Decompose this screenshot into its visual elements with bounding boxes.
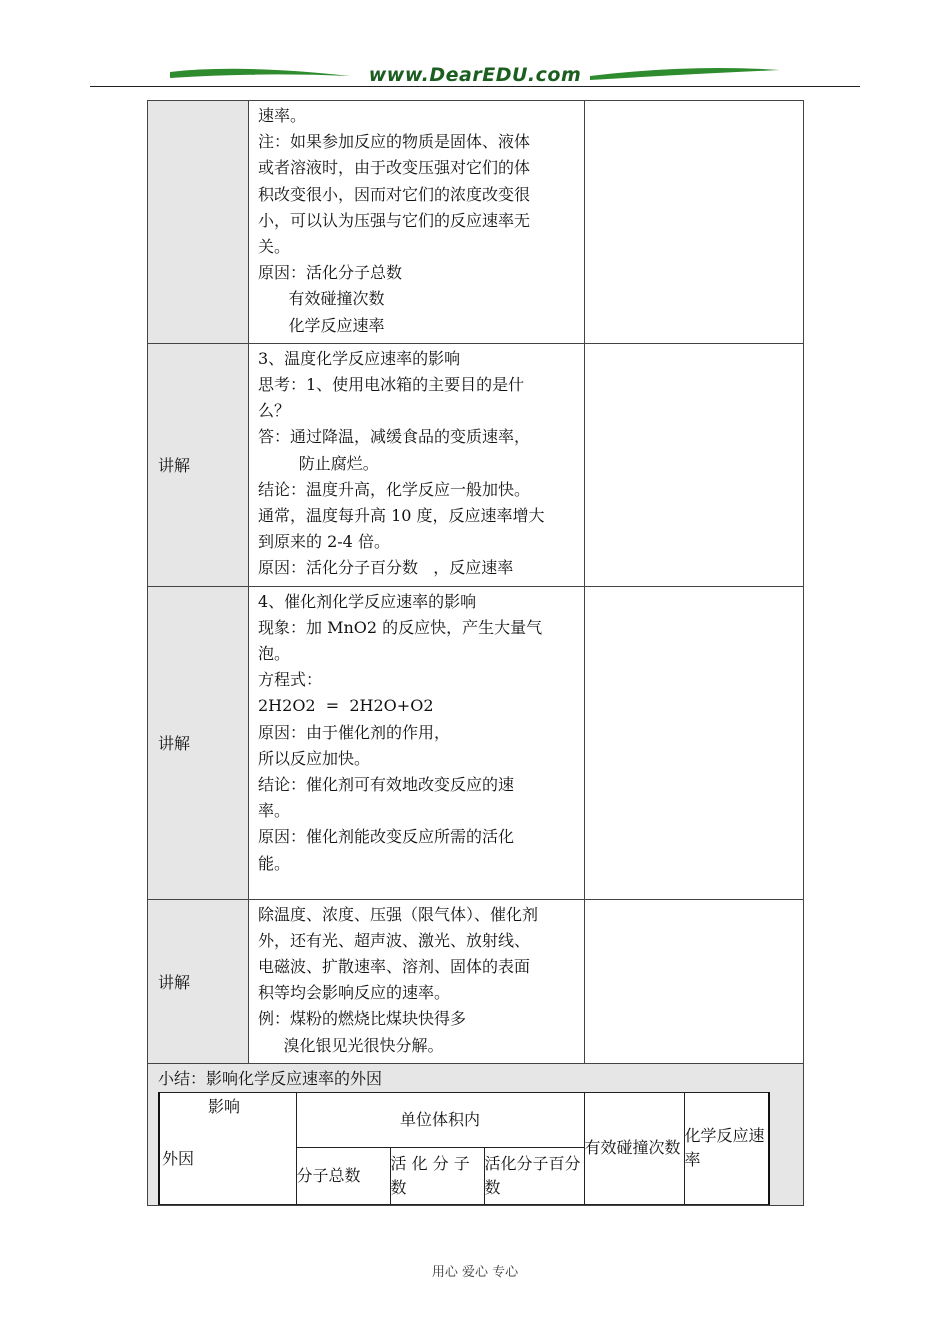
- content-line: 化学反应速率: [258, 315, 385, 335]
- table-row: [148, 899, 804, 1063]
- corner-cell: [159, 1092, 296, 1204]
- content-line: 3、温度化学反应速率的影响: [258, 348, 461, 368]
- content-line: 关。: [258, 237, 291, 257]
- row-label-cell: [148, 343, 249, 586]
- content-line: 到原来的 2-4 倍。: [258, 532, 390, 552]
- row-label: 讲解: [158, 456, 191, 476]
- content-line: 有效碰撞次数: [258, 289, 385, 309]
- content-line: 积等均会影响反应的速率。: [258, 983, 451, 1003]
- summary-title: 小结：影响化学反应速率的外因: [158, 1068, 383, 1088]
- factors-header-row: [159, 1092, 769, 1147]
- content-line: 率。: [258, 801, 291, 821]
- content-line: 答：通过降温，减缓食品的变质速率，: [258, 427, 531, 447]
- page-footer: 用心 爱心 专心: [431, 1265, 519, 1280]
- row-label: 讲解: [158, 734, 191, 754]
- content-line: 外，还有光、超声波、激光、放射线、: [258, 930, 531, 950]
- summary-row: [148, 1063, 804, 1205]
- banner-swoosh-right: [590, 68, 780, 80]
- row-notes: [585, 101, 804, 344]
- content-line: 原因：由于催化剂的作用，: [258, 722, 451, 742]
- row-label: 讲解: [158, 972, 191, 992]
- content-line: 原因：活化分子总数: [258, 263, 403, 283]
- content-line: 么？: [258, 401, 291, 421]
- content-line: 结论：温度升高，化学反应一般加快。: [258, 479, 531, 499]
- content-line: 通常，温度每升高 10 度，反应速率增大: [258, 506, 545, 526]
- row-label-cell: [148, 101, 249, 344]
- content-line: 例：煤粉的燃烧比煤块快得多: [258, 1009, 467, 1029]
- content-line: 能。: [258, 853, 291, 873]
- content-line: 思考：1、使用电冰箱的主要目的是什: [258, 375, 525, 395]
- content-line: 电磁波、扩散速率、溶剂、固体的表面: [258, 957, 531, 977]
- subheader-total-molecules: 分子总数: [296, 1147, 390, 1204]
- content-line: 原因：活化分子百分数 ，反应速率: [258, 558, 514, 578]
- equation-line: 2H2O2 = 2H2O+O2: [258, 696, 434, 716]
- row-content: [249, 586, 585, 899]
- content-line: 小，可以认为压强与它们的反应速率无: [258, 210, 531, 230]
- table-row: [148, 586, 804, 899]
- factors-table: [158, 1092, 770, 1205]
- content-line: 除温度、浓度、压强（限气体）、催化剂: [258, 904, 539, 924]
- content-line: 泡。: [258, 644, 291, 664]
- row-content: [249, 343, 585, 586]
- content-line: 所以反应加快。: [258, 748, 371, 768]
- content-line: 或者溶液时，由于改变压强对它们的体: [258, 158, 531, 178]
- row-label-cell: [148, 899, 249, 1063]
- corner-bottom-label: 外因: [162, 1149, 195, 1169]
- subheader-activated-molecules: 活 化 分 子数: [390, 1147, 484, 1204]
- content-line: 原因：催化剂能改变反应所需的活化: [258, 827, 515, 847]
- row-notes: [585, 343, 804, 586]
- content-line: 现象：加 MnO2 的反应快，产生大量气: [258, 617, 543, 637]
- row-label-cell: [148, 586, 249, 899]
- row-notes: [585, 586, 804, 899]
- site-logo[interactable]: www.DearEDU.com: [368, 64, 582, 86]
- content-line: 溴化银见光很快分解。: [258, 1035, 444, 1055]
- content-line: 积改变很小，因而对它们的浓度改变很: [258, 184, 531, 204]
- table-row: [148, 101, 804, 344]
- table-row: [148, 343, 804, 586]
- row-content: [249, 899, 585, 1063]
- summary-cell: [148, 1063, 804, 1205]
- subheader-activated-percent: 活化分子百分数: [484, 1147, 584, 1204]
- lesson-table: [147, 100, 804, 1206]
- header-rule: [90, 86, 860, 87]
- corner-top-label: 影响: [208, 1097, 241, 1117]
- row-notes: [585, 899, 804, 1063]
- content-line: 结论：催化剂可有效地改变反应的速: [258, 775, 515, 795]
- header-effective-collisions: 有效碰撞次数: [584, 1092, 684, 1204]
- header-reaction-rate: 化学反应速率: [684, 1092, 769, 1204]
- content-line: 方程式：: [258, 670, 323, 690]
- content-line: 4、催化剂化学反应速率的影响: [258, 591, 477, 611]
- row-content: [249, 101, 585, 344]
- content-line: 速率。: [258, 106, 307, 125]
- group-header: 单位体积内: [296, 1092, 584, 1147]
- content-line: 防止腐烂。: [258, 453, 379, 473]
- banner-swoosh-left: [170, 69, 350, 78]
- content-line: 注：如果参加反应的物质是固体、液体: [258, 132, 531, 152]
